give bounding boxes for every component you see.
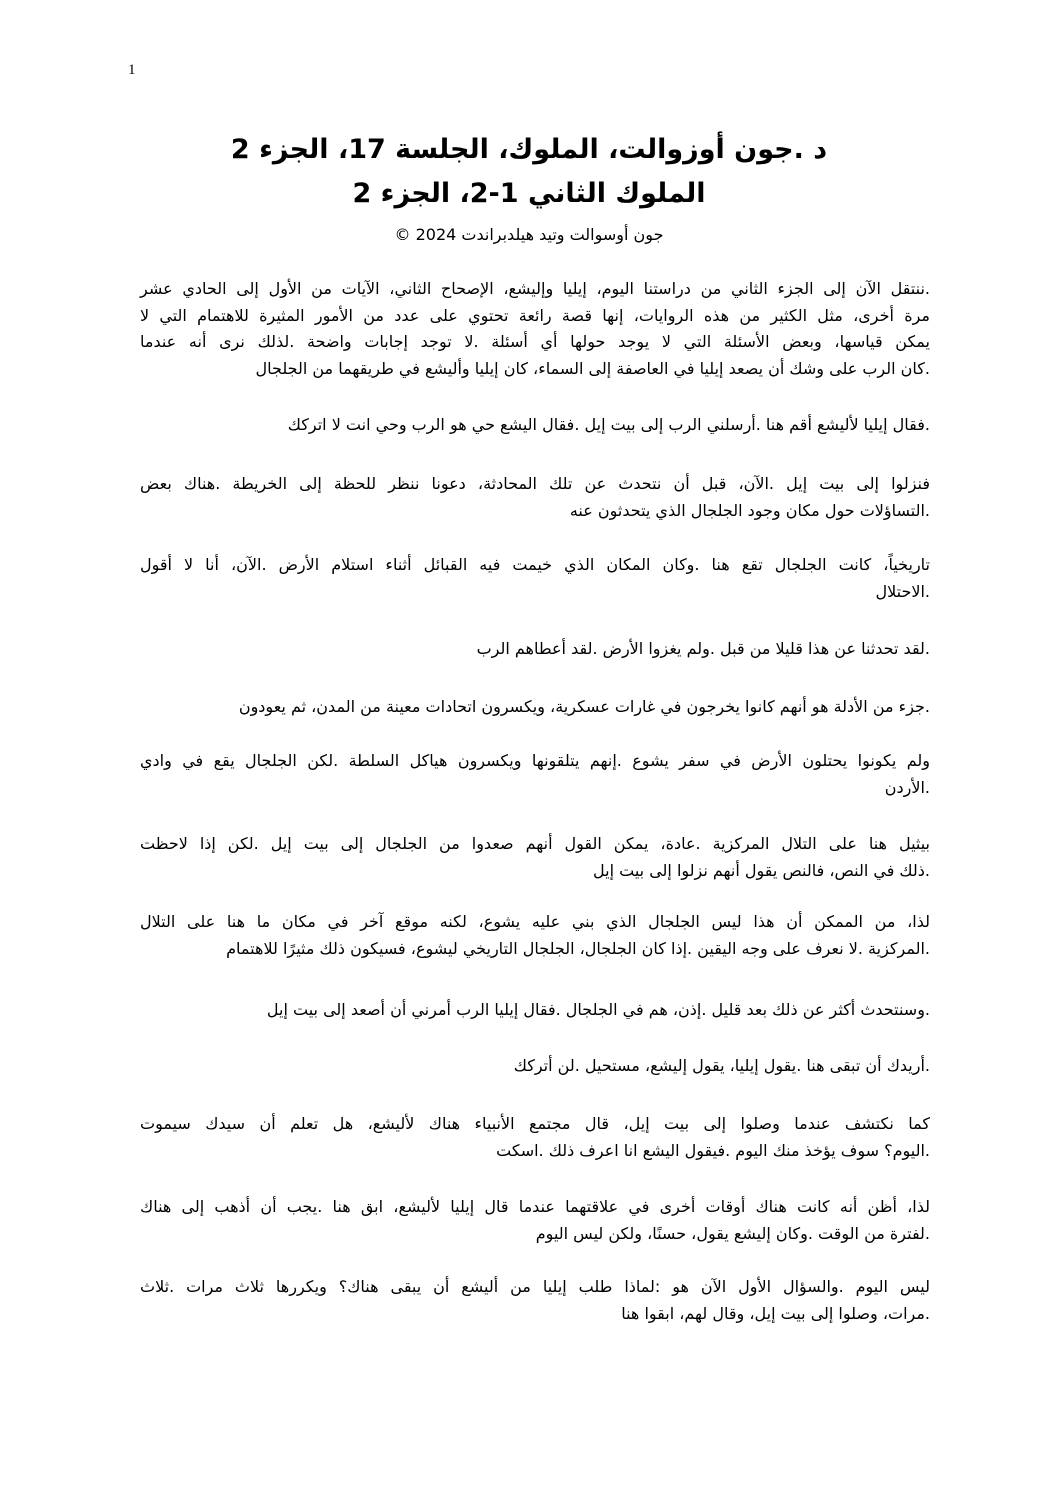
text-line: ولم يكونوا يحتلون الأرض في سفر يشوع .إنهم يتلقونها ويكسرون هياكل السلطة .لكن الجلجال يقع في وادي [140,751,930,770]
text-line: تاريخياً، كانت الجلجال تقع هنا .وكان المكان الذي خيمت فيه القبائل أثناء استلام الأرض .الآن، أنا لا أقول [140,555,930,574]
paragraph [140,909,930,962]
text-line: .المركزية .لا نعرف على وجه اليقين .إذا كان الجلجال، الجلجال التاريخي ليشوع، فسيكون ذلك مثيرًا للاهتمام [226,938,930,958]
text-line: .كان الرب على وشك أن يصعد إيليا في العاصفة إلى السماء، كان إيليا وأليشع في طريقهما من الجلجال [255,358,930,378]
paragraph [140,997,930,1024]
paragraph [140,1274,930,1327]
text-line: .التساؤلات حول مكان وجود الجلجال الذي يتحدثون عنه [569,500,930,520]
text-line: ليس اليوم .والسؤال الأول الآن هو :لماذا طلب إيليا من أليشع أن يبقى هناك؟ ويكررها ثلاث مرات .ثلاث [140,1277,930,1296]
text-line: .فقال إيليا لأليشع أقم هنا .أرسلني الرب إلى بيت إيل .فقال اليشع حي هو الرب وحي انت لا اتركك [287,415,930,434]
text-line: .الأردن [884,777,930,797]
text-line: .جزء من الأدلة هو أنهم كانوا يخرجون في غارات عسكرية، ويكسرون اتحادات معينة من المدن، ثم يعودون [238,697,930,716]
text-line: .مرات، وصلوا إلى بيت إيل، وقال لهم، ابقوا هنا [621,1303,930,1323]
copyright-line: جون أوسوالت وتيد هيلدبراندت 2024 © [394,225,664,244]
text-line: .لفترة من الوقت .وكان إليشع يقول، حسنًا، ولكن ليس اليوم [535,1223,930,1243]
paragraph [140,1194,930,1247]
paragraph [140,276,930,382]
document-title: د .جون أوزوالت، الملوك، الجلسة 17، الجزء 2 [230,134,828,165]
text-line: كما نكتشف عندما وصلوا إلى بيت إيل، قال مجتمع الأنبياء هناك لأليشع، هل تعلم أن سيدك سيموت [140,1114,930,1133]
text-line: .اليوم؟ سوف يؤخذ منك اليوم .فيقول اليشع انا اعرف ذلك .اسكت [496,1140,930,1160]
paragraph [140,471,930,524]
paragraph [140,694,930,721]
document-subtitle-heading: الملوك الثاني 1-2، الجزء 2 [352,178,706,209]
paragraph [140,831,930,884]
text-line: .ذلك في النص، فالنص يقول أنهم نزلوا إلى بيت إيل [593,860,930,880]
text-line: .ننتقل الآن إلى الجزء الثاني من دراستنا اليوم، إيليا وإليشع، الإصحاح الثاني، الآيات من الأول إلى الحادي عشر [140,279,930,298]
text-line: .الاحتلال [875,581,930,601]
text-line: .وسنتحدث أكثر عن ذلك بعد قليل .إذن، هم في الجلجال .فقال إيليا الرب أمرني أن أصعد إلى بيت إيل [266,1000,930,1019]
text-line: يمكن قياسها، وبعض الأسئلة التي لا يوجد حولها أي أسئلة .لا توجد إجابات واضحة .لذلك نرى أنه عندما [140,332,930,351]
paragraph [140,412,930,439]
text-line: لذا، أظن أنه كانت هناك أوقات أخرى في علاقتهما عندما قال إيليا لأليشع، ابق هنا .يجب أن أذهب إلى هناك [140,1197,930,1216]
paragraph [140,552,930,605]
text-line: بيثيل هنا على التلال المركزية .عادة، يمكن القول أنهم صعدوا من الجلجال إلى بيت إيل .لكن إذا لاحظت [140,834,930,853]
text-line: فنزلوا إلى بيت إيل .الآن، قبل أن نتحدث عن تلك المحادثة، دعونا ننظر للحظة إلى الخريطة .هناك بعض [140,474,930,493]
text-line: مرة أخرى، مثل الكثير من هذه الروايات، إنها قصة رائعة تحتوي على عدد من الأمور المثيرة للاهتمام التي لا [140,305,930,325]
paragraph [140,1111,930,1164]
page-number: 1 [128,62,136,78]
text-line: لذا، من الممكن أن هذا ليس الجلجال الذي بني عليه يشوع، لكنه موقع آخر في مكان ما هنا على التلال [140,912,930,931]
paragraph [140,748,930,801]
text-line: .أريدك أن تبقى هنا .يقول إيليا، يقول إليشع، مستحيل .لن أتركك [513,1056,930,1075]
paragraph [140,1053,930,1080]
text-line: .لقد تحدثنا عن هذا قليلا من قبل .ولم يغزوا الأرض .لقد أعطاهم الرب [476,639,930,658]
paragraph [140,636,930,663]
